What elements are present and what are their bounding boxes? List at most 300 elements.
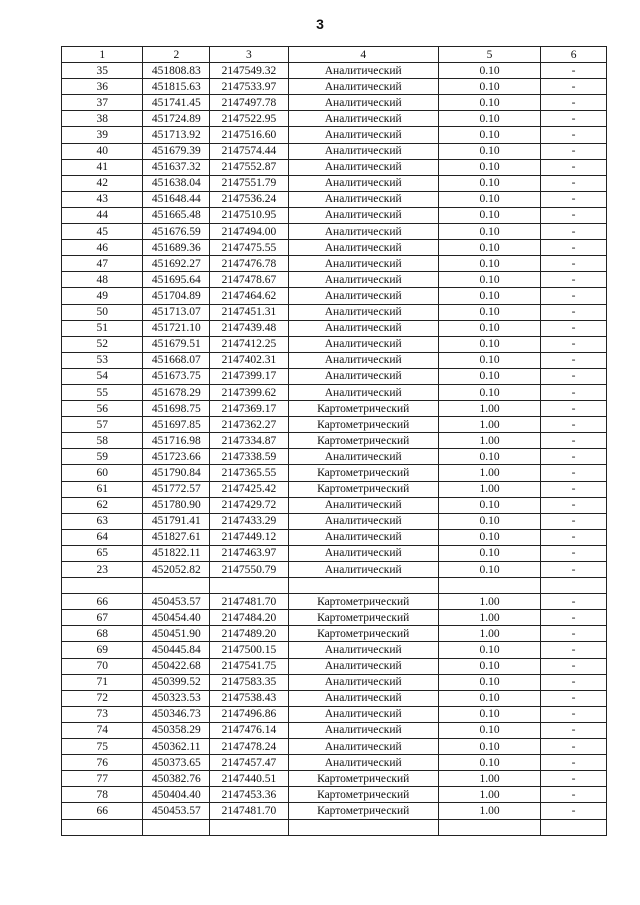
note-cell: -: [541, 626, 607, 642]
x-coordinate-cell: 451741.45: [143, 95, 210, 111]
method-cell: Аналитический: [288, 111, 438, 127]
y-coordinate-cell: 2147402.31: [210, 352, 288, 368]
table-row: [62, 578, 607, 594]
accuracy-cell: 0.10: [438, 256, 540, 272]
note-cell: -: [541, 401, 607, 417]
table-row: [62, 191, 607, 207]
table-row: [62, 545, 607, 561]
x-coordinate-cell: 451695.64: [143, 272, 210, 288]
note-cell: -: [541, 722, 607, 738]
note-cell: -: [541, 384, 607, 400]
note-cell: -: [541, 755, 607, 771]
note-cell: -: [541, 127, 607, 143]
x-coordinate-cell: 451713.92: [143, 127, 210, 143]
accuracy-cell: 1.00: [438, 771, 540, 787]
x-coordinate-cell: 451704.89: [143, 288, 210, 304]
method-cell: Аналитический: [288, 320, 438, 336]
table-row: [62, 240, 607, 256]
accuracy-cell: 0.10: [438, 755, 540, 771]
note-cell: -: [541, 320, 607, 336]
page-number: 3: [316, 16, 324, 32]
method-cell: Аналитический: [288, 95, 438, 111]
accuracy-cell: 0.10: [438, 352, 540, 368]
note-cell: -: [541, 706, 607, 722]
accuracy-cell: 0.10: [438, 658, 540, 674]
x-coordinate-cell: 450422.68: [143, 658, 210, 674]
point-number-cell: 49: [62, 288, 143, 304]
note-cell: -: [541, 674, 607, 690]
y-coordinate-cell: 2147338.59: [210, 449, 288, 465]
method-cell: Аналитический: [288, 690, 438, 706]
note-cell: -: [541, 352, 607, 368]
method-cell: Аналитический: [288, 240, 438, 256]
x-coordinate-cell: 451698.75: [143, 401, 210, 417]
accuracy-cell: [438, 819, 540, 835]
table-row: [62, 433, 607, 449]
note-cell: -: [541, 771, 607, 787]
note-cell: -: [541, 304, 607, 320]
method-cell: Аналитический: [288, 352, 438, 368]
note-cell: -: [541, 143, 607, 159]
point-number-cell: 35: [62, 63, 143, 79]
accuracy-cell: 1.00: [438, 417, 540, 433]
accuracy-cell: 1.00: [438, 481, 540, 497]
note-cell: -: [541, 191, 607, 207]
x-coordinate-cell: 451772.57: [143, 481, 210, 497]
y-coordinate-cell: 2147481.70: [210, 803, 288, 819]
point-number-cell: 71: [62, 674, 143, 690]
method-cell: Картометрический: [288, 481, 438, 497]
note-cell: -: [541, 224, 607, 240]
x-coordinate-cell: 451638.04: [143, 175, 210, 191]
point-number-cell: 40: [62, 143, 143, 159]
accuracy-cell: 0.10: [438, 739, 540, 755]
column-number-header: 2: [143, 47, 210, 63]
y-coordinate-cell: 2147457.47: [210, 755, 288, 771]
note-cell: -: [541, 63, 607, 79]
method-cell: Аналитический: [288, 159, 438, 175]
table-row: [62, 352, 607, 368]
y-coordinate-cell: 2147399.17: [210, 368, 288, 384]
method-cell: Аналитический: [288, 449, 438, 465]
y-coordinate-cell: 2147334.87: [210, 433, 288, 449]
note-cell: -: [541, 368, 607, 384]
note-cell: -: [541, 545, 607, 561]
point-number-cell: 66: [62, 803, 143, 819]
x-coordinate-cell: 451668.07: [143, 352, 210, 368]
x-coordinate-cell: 451637.32: [143, 159, 210, 175]
y-coordinate-cell: 2147481.70: [210, 594, 288, 610]
y-coordinate-cell: 2147484.20: [210, 610, 288, 626]
table-row: [62, 497, 607, 513]
column-number-header: 6: [541, 47, 607, 63]
point-number-cell: 74: [62, 722, 143, 738]
accuracy-cell: 0.10: [438, 690, 540, 706]
accuracy-cell: 0.10: [438, 175, 540, 191]
table-row: [62, 207, 607, 223]
method-cell: Аналитический: [288, 336, 438, 352]
accuracy-cell: 0.10: [438, 111, 540, 127]
accuracy-cell: 0.10: [438, 95, 540, 111]
note-cell: -: [541, 658, 607, 674]
x-coordinate-cell: 451697.85: [143, 417, 210, 433]
method-cell: Аналитический: [288, 642, 438, 658]
method-cell: Аналитический: [288, 722, 438, 738]
method-cell: Аналитический: [288, 272, 438, 288]
accuracy-cell: 0.10: [438, 79, 540, 95]
note-cell: -: [541, 175, 607, 191]
table-row: [62, 449, 607, 465]
y-coordinate-cell: 2147476.14: [210, 722, 288, 738]
table-row: [62, 755, 607, 771]
point-number-cell: 66: [62, 594, 143, 610]
table-row: [62, 127, 607, 143]
method-cell: [288, 819, 438, 835]
y-coordinate-cell: 2147433.29: [210, 513, 288, 529]
table-row: [62, 562, 607, 578]
y-coordinate-cell: 2147425.42: [210, 481, 288, 497]
y-coordinate-cell: 2147365.55: [210, 465, 288, 481]
y-coordinate-cell: 2147489.20: [210, 626, 288, 642]
table-row: [62, 256, 607, 272]
accuracy-cell: 1.00: [438, 465, 540, 481]
method-cell: Картометрический: [288, 465, 438, 481]
method-cell: Картометрический: [288, 594, 438, 610]
x-coordinate-cell: 451689.36: [143, 240, 210, 256]
method-cell: Картометрический: [288, 433, 438, 449]
note-cell: -: [541, 690, 607, 706]
method-cell: Аналитический: [288, 175, 438, 191]
note-cell: -: [541, 465, 607, 481]
table-row: [62, 272, 607, 288]
point-number-cell: 38: [62, 111, 143, 127]
point-number-cell: 68: [62, 626, 143, 642]
point-number-cell: 75: [62, 739, 143, 755]
y-coordinate-cell: 2147412.25: [210, 336, 288, 352]
accuracy-cell: 0.10: [438, 143, 540, 159]
note-cell: -: [541, 207, 607, 223]
method-cell: Картометрический: [288, 417, 438, 433]
accuracy-cell: 0.10: [438, 127, 540, 143]
x-coordinate-cell: 450358.29: [143, 722, 210, 738]
table-row: [62, 771, 607, 787]
point-number-cell: 61: [62, 481, 143, 497]
point-number-cell: 42: [62, 175, 143, 191]
method-cell: Аналитический: [288, 658, 438, 674]
point-number-cell: 39: [62, 127, 143, 143]
x-coordinate-cell: 451723.66: [143, 449, 210, 465]
accuracy-cell: 0.10: [438, 513, 540, 529]
y-coordinate-cell: 2147449.12: [210, 529, 288, 545]
method-cell: Аналитический: [288, 207, 438, 223]
y-coordinate-cell: 2147476.78: [210, 256, 288, 272]
table-row: [62, 288, 607, 304]
point-number-cell: 41: [62, 159, 143, 175]
method-cell: Аналитический: [288, 674, 438, 690]
note-cell: -: [541, 529, 607, 545]
accuracy-cell: 0.10: [438, 545, 540, 561]
point-number-cell: 67: [62, 610, 143, 626]
accuracy-cell: 0.10: [438, 224, 540, 240]
column-number-header: 5: [438, 47, 540, 63]
note-cell: -: [541, 739, 607, 755]
x-coordinate-cell: 451721.10: [143, 320, 210, 336]
y-coordinate-cell: 2147463.97: [210, 545, 288, 561]
method-cell: Аналитический: [288, 545, 438, 561]
accuracy-cell: [438, 578, 540, 594]
method-cell: Аналитический: [288, 497, 438, 513]
table-row: [62, 594, 607, 610]
y-coordinate-cell: 2147429.72: [210, 497, 288, 513]
accuracy-cell: 1.00: [438, 787, 540, 803]
method-cell: Аналитический: [288, 739, 438, 755]
accuracy-cell: 1.00: [438, 803, 540, 819]
table-row: [62, 95, 607, 111]
note-cell: -: [541, 256, 607, 272]
point-number-cell: 51: [62, 320, 143, 336]
note-cell: -: [541, 336, 607, 352]
table-row: [62, 787, 607, 803]
note-cell: -: [541, 610, 607, 626]
point-number-cell: 45: [62, 224, 143, 240]
accuracy-cell: 0.10: [438, 63, 540, 79]
x-coordinate-cell: 451692.27: [143, 256, 210, 272]
table-row: [62, 417, 607, 433]
table-row: [62, 401, 607, 417]
x-coordinate-cell: [143, 578, 210, 594]
method-cell: Аналитический: [288, 368, 438, 384]
table-row: [62, 63, 607, 79]
method-cell: Картометрический: [288, 771, 438, 787]
note-cell: -: [541, 803, 607, 819]
note-cell: -: [541, 787, 607, 803]
x-coordinate-cell: 451790.84: [143, 465, 210, 481]
table-row: [62, 79, 607, 95]
x-coordinate-cell: 451678.29: [143, 384, 210, 400]
point-number-cell: 63: [62, 513, 143, 529]
note-cell: -: [541, 433, 607, 449]
y-coordinate-cell: 2147574.44: [210, 143, 288, 159]
method-cell: Картометрический: [288, 626, 438, 642]
coordinates-table: [61, 46, 607, 836]
table-row: [62, 642, 607, 658]
accuracy-cell: 1.00: [438, 401, 540, 417]
point-number-cell: 56: [62, 401, 143, 417]
table-row: [62, 175, 607, 191]
table-row: [62, 320, 607, 336]
x-coordinate-cell: 451780.90: [143, 497, 210, 513]
accuracy-cell: 0.10: [438, 642, 540, 658]
y-coordinate-cell: 2147536.24: [210, 191, 288, 207]
x-coordinate-cell: 451673.75: [143, 368, 210, 384]
point-number-cell: 54: [62, 368, 143, 384]
accuracy-cell: 0.10: [438, 240, 540, 256]
point-number-cell: 57: [62, 417, 143, 433]
accuracy-cell: 1.00: [438, 610, 540, 626]
accuracy-cell: 1.00: [438, 433, 540, 449]
note-cell: [541, 578, 607, 594]
accuracy-cell: 0.10: [438, 449, 540, 465]
point-number-cell: 47: [62, 256, 143, 272]
method-cell: Аналитический: [288, 191, 438, 207]
method-cell: Картометрический: [288, 610, 438, 626]
table-row: [62, 368, 607, 384]
point-number-cell: 70: [62, 658, 143, 674]
accuracy-cell: 1.00: [438, 626, 540, 642]
accuracy-cell: 0.10: [438, 336, 540, 352]
point-number-cell: 72: [62, 690, 143, 706]
method-cell: Аналитический: [288, 529, 438, 545]
method-cell: Аналитический: [288, 63, 438, 79]
x-coordinate-cell: 451665.48: [143, 207, 210, 223]
table-row: [62, 143, 607, 159]
point-number-cell: 65: [62, 545, 143, 561]
x-coordinate-cell: 450445.84: [143, 642, 210, 658]
table-row: [62, 465, 607, 481]
y-coordinate-cell: [210, 819, 288, 835]
note-cell: -: [541, 642, 607, 658]
note-cell: -: [541, 449, 607, 465]
point-number-cell: 64: [62, 529, 143, 545]
method-cell: Аналитический: [288, 755, 438, 771]
x-coordinate-cell: 452052.82: [143, 562, 210, 578]
accuracy-cell: 0.10: [438, 674, 540, 690]
point-number-cell: [62, 819, 143, 835]
point-number-cell: 48: [62, 272, 143, 288]
point-number-cell: 43: [62, 191, 143, 207]
y-coordinate-cell: 2147533.97: [210, 79, 288, 95]
y-coordinate-cell: 2147497.78: [210, 95, 288, 111]
table-row: [62, 336, 607, 352]
y-coordinate-cell: 2147510.95: [210, 207, 288, 223]
method-cell: Аналитический: [288, 513, 438, 529]
note-cell: -: [541, 240, 607, 256]
accuracy-cell: 0.10: [438, 288, 540, 304]
x-coordinate-cell: 451815.63: [143, 79, 210, 95]
table-row: [62, 481, 607, 497]
method-cell: Картометрический: [288, 803, 438, 819]
point-number-cell: 59: [62, 449, 143, 465]
y-coordinate-cell: [210, 578, 288, 594]
accuracy-cell: 0.10: [438, 207, 540, 223]
note-cell: -: [541, 95, 607, 111]
point-number-cell: 44: [62, 207, 143, 223]
column-number-header: 3: [210, 47, 288, 63]
y-coordinate-cell: 2147478.67: [210, 272, 288, 288]
point-number-cell: 58: [62, 433, 143, 449]
x-coordinate-cell: 451676.59: [143, 224, 210, 240]
x-coordinate-cell: 450323.53: [143, 690, 210, 706]
x-coordinate-cell: 450373.65: [143, 755, 210, 771]
point-number-cell: [62, 578, 143, 594]
x-coordinate-cell: 450399.52: [143, 674, 210, 690]
note-cell: -: [541, 497, 607, 513]
x-coordinate-cell: 450453.57: [143, 594, 210, 610]
column-number-header: 4: [288, 47, 438, 63]
y-coordinate-cell: 2147522.95: [210, 111, 288, 127]
coordinates-table-body: [62, 47, 607, 836]
x-coordinate-cell: 451679.39: [143, 143, 210, 159]
method-cell: Аналитический: [288, 562, 438, 578]
table-row: [62, 224, 607, 240]
point-number-cell: 46: [62, 240, 143, 256]
point-number-cell: 76: [62, 755, 143, 771]
y-coordinate-cell: 2147369.17: [210, 401, 288, 417]
x-coordinate-cell: 451724.89: [143, 111, 210, 127]
table-row: [62, 674, 607, 690]
table-row: [62, 610, 607, 626]
x-coordinate-cell: 451716.98: [143, 433, 210, 449]
table-row: [62, 739, 607, 755]
table-row: [62, 722, 607, 738]
y-coordinate-cell: 2147478.24: [210, 739, 288, 755]
note-cell: -: [541, 111, 607, 127]
table-row: [62, 513, 607, 529]
note-cell: [541, 819, 607, 835]
x-coordinate-cell: 450404.40: [143, 787, 210, 803]
y-coordinate-cell: 2147362.27: [210, 417, 288, 433]
x-coordinate-cell: 451648.44: [143, 191, 210, 207]
method-cell: Аналитический: [288, 127, 438, 143]
point-number-cell: 37: [62, 95, 143, 111]
note-cell: -: [541, 513, 607, 529]
accuracy-cell: 0.10: [438, 272, 540, 288]
point-number-cell: 77: [62, 771, 143, 787]
y-coordinate-cell: 2147552.87: [210, 159, 288, 175]
table-row: [62, 819, 607, 835]
y-coordinate-cell: 2147439.48: [210, 320, 288, 336]
accuracy-cell: 0.10: [438, 304, 540, 320]
table-row: [62, 706, 607, 722]
table-row: [62, 304, 607, 320]
note-cell: -: [541, 79, 607, 95]
method-cell: Аналитический: [288, 304, 438, 320]
accuracy-cell: 0.10: [438, 191, 540, 207]
note-cell: -: [541, 594, 607, 610]
accuracy-cell: 0.10: [438, 497, 540, 513]
x-coordinate-cell: 451679.51: [143, 336, 210, 352]
y-coordinate-cell: 2147475.55: [210, 240, 288, 256]
accuracy-cell: 0.10: [438, 159, 540, 175]
table-row: [62, 803, 607, 819]
y-coordinate-cell: 2147453.36: [210, 787, 288, 803]
note-cell: -: [541, 481, 607, 497]
method-cell: Аналитический: [288, 706, 438, 722]
accuracy-cell: 0.10: [438, 706, 540, 722]
point-number-cell: 55: [62, 384, 143, 400]
table-row: [62, 159, 607, 175]
method-cell: Аналитический: [288, 384, 438, 400]
table-row: [62, 529, 607, 545]
y-coordinate-cell: 2147451.31: [210, 304, 288, 320]
method-cell: [288, 578, 438, 594]
point-number-cell: 36: [62, 79, 143, 95]
x-coordinate-cell: 451808.83: [143, 63, 210, 79]
table-row: [62, 626, 607, 642]
y-coordinate-cell: 2147496.86: [210, 706, 288, 722]
x-coordinate-cell: 451822.11: [143, 545, 210, 561]
x-coordinate-cell: 451713.07: [143, 304, 210, 320]
table-row: [62, 690, 607, 706]
accuracy-cell: 0.10: [438, 562, 540, 578]
x-coordinate-cell: 450346.73: [143, 706, 210, 722]
y-coordinate-cell: 2147464.62: [210, 288, 288, 304]
method-cell: Аналитический: [288, 256, 438, 272]
point-number-cell: 73: [62, 706, 143, 722]
note-cell: -: [541, 417, 607, 433]
method-cell: Аналитический: [288, 288, 438, 304]
x-coordinate-cell: 450451.90: [143, 626, 210, 642]
